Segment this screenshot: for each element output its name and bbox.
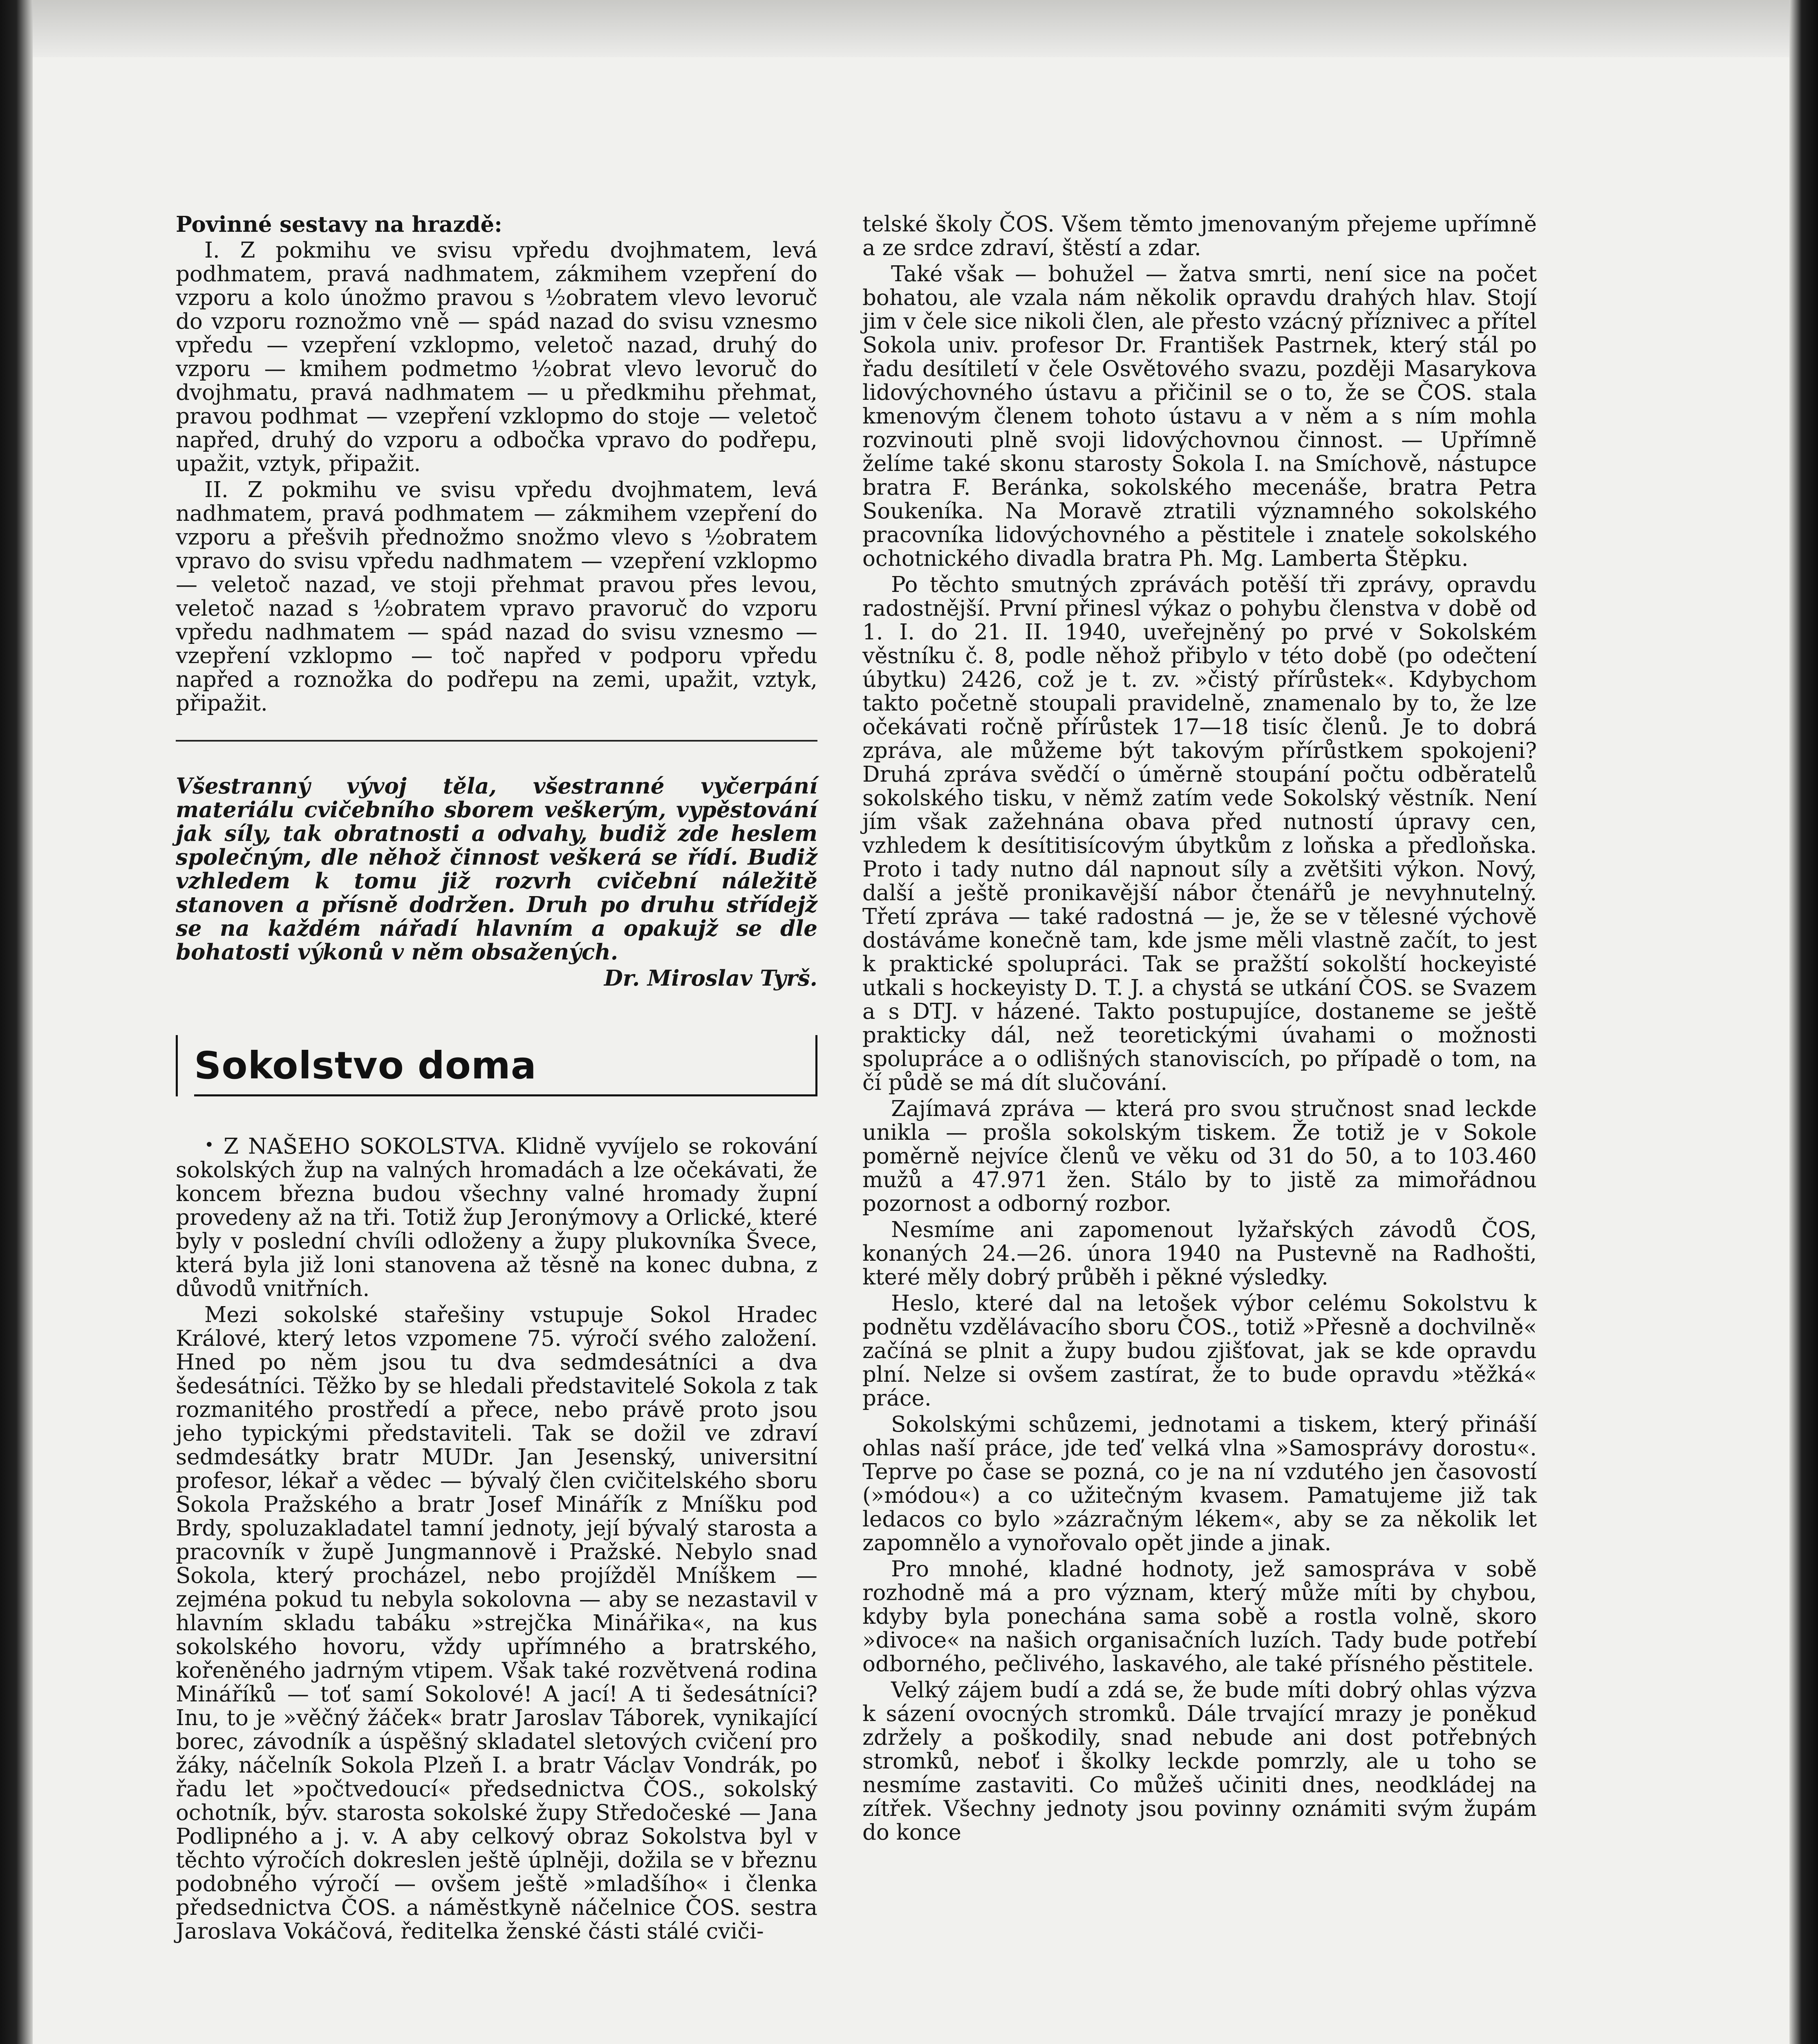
bullet-icon: • [204,1136,214,1154]
right-par-9: Velký zájem budí a zdá se, že bude míti dobrý ohlas výzva k sázení ovocných stromků. Dále trvající mrazy je poněkud zdržely a poškodily, snad nebude ani dost potřebných stromků, neboť i školky leckde pomrzly, ale u toho se nesmíme zastaviti. Co můžeš učiniti dnes, neodkládej na zítřek. Všechny jednoty jsou povinny oznámiti svým župám do konce [862,1678,1537,1845]
right-par-4: Zajímavá zpráva — která pro svou stručnost snad leckde unikla — prošla sokolským tiskem. Že totiž je v Sokole poměrně nejvíce členů ve věku od 31 do 50, a to 103.460 mužů a 47.971 žen. Stálo by to jistě za mimořádnou pozornost a odborný rozbor. [862,1096,1537,1216]
tyrs-quote: Všestranný vývoj těla, všestranné vyčerpání materiálu cvičebního sborem veškerým, vypěstování jak síly, tak obratnosti a odvahy, budiž zde heslem společným, dle něhož činnost veškerá se řídí. Budiž vzhledem k tomu již rozvrh cvičební náležitě stanoven a přísně dodržen. Druh po druhu střídejž se na každém nářadí hlavním a opakujž se dle bohatosti výkonů v něm obsažených. [176,773,817,965]
right-column [862,213,1537,1847]
article-par-1: Z NAŠEHO SOKOLSTVA. Klidně vyvíjelo se rokování sokolských žup na valných hromadách a lze očekávati, že koncem března budou všechny valné hromady župní provedeny až na tři. Totiž žup Jeronýmovy a Orlické, které byly v poslední chvíli odloženy a župy plukovníka Švece, která byla již loni stanovena až těsně na konec dubna, z důvodů vnitřních. [176,1134,817,1301]
right-par-1: telské školy ČOS. Všem těmto jmenovaným přejeme upřímně a ze srdce zdraví, štěstí a zdar. [862,212,1537,260]
section-title: Sokolstvo doma [194,1044,537,1087]
section-header-box [176,1035,817,1096]
left-column [176,213,817,1946]
right-par-6: Heslo, které dal na letošek výbor celému Sokolstvu k podnětu vzdělávacího sboru ČOS., totiž »Přesně a dochvilně« začíná se plnit a župy budou zjišťovat, jak se kde opravdu plní. Nelze si ovšem zastírat, že to bude opravdu »těžká« práce. [862,1291,1537,1411]
right-par-7: Sokolskými schůzemi, jednotami a tiskem, který přináší ohlas naší práce, jde teď velká vlna »Samosprávy dorostu«. Teprve po čase se pozná, co je na ní vzdutého jen časovostí (»módou«) a co užitečným kvasem. Pamatujeme již tak ledacos co bylo »zázračným lékem«, aby se za několik let zapomnělo a vynořovalo opět jinde a jinak. [862,1412,1537,1555]
sestava-1: I. Z pokmihu ve svisu vpředu dvojhmatem, levá podhmatem, pravá nadhmatem, zákmihem vzepření do vzporu a kolo únožmo pravou s ½obratem vlevo levoruč do vzporu roznožmo vně — spád nazad do svisu vznesmo vpředu — vzepření vzklopmo, veletoč nazad, druhý do vzporu — kmihem podmetmo ½obrat vlevo levoruč do dvojhmatu, pravá nadhmatem — u předkmihu přehmat, pravou podhmat — vzepření vzklopmo do stoje — veletoč napřed, druhý do vzporu a odbočka vpravo do podřepu, upažit, vztyk, připažit. [176,238,817,476]
quote-author: Dr. Miroslav Tyrš. [604,966,817,991]
sestavy-title: Povinné sestavy na hrazdě: [176,212,502,237]
right-par-2: Také však — bohužel — žatva smrti, není sice na počet bohatou, ale vzala nám několik opravdu drahých hlav. Stojí jim v čele sice nikoli člen, ale přesto vzácný příznivec a přítel Sokola univ. profesor Dr. František Pastrnek, který stál po řadu desítiletí v čele Osvětového svazu, později Masarykova lidovýchovného ústavu a přičinil se o to, že se ČOS. stala kmenovým členem tohoto ústavu a v něm a s ním mohla rozvinouti plně svoji lidovýchovnou činnost. — Upřímně želíme také skonu starosty Sokola I. na Smíchově, nástupce bratra F. Beránka, sokolského mecenáše, bratra Petra Soukeníka. Na Moravě ztratili významného sokolského pracovníka lidovýchovného a pěstitele i znatele sokolského ochotnického divadla bratra Ph. Mg. Lamberta Štěpku. [862,262,1537,571]
sestava-2: II. Z pokmihu ve svisu vpředu dvojhmatem, levá nadhmatem, pravá podhmatem — zákmihem vzepření do vzporu a přešvih přednožmo snožmo vlevo s ½obratem vpravo do svisu vpředu nadhmatem — vzepření vzklopmo — veletoč nazad, ve stoji přehmat pravou přes levou, veletoč nazad s ½obratem vpravo pravoruč do vzporu vpředu nadhmatem — spád nazad do svisu vznesmo — vzepření vzklopmo — toč napřed v podporu vpředu napřed a roznožka do podřepu na zemi, upažit, vztyk, připažit. [176,477,817,716]
scan-left-edge [0,0,33,2044]
divider-rule [176,740,817,742]
right-par-3: Po těchto smutných zprávách potěší tři zprávy, opravdu radostnější. První přinesl výkaz o pohybu členstva v době od 1. I. do 21. II. 1940, uveřejněný po prvé v Sokolském věstníku č. 8, podle něhož přibylo v této době (po odečtení úbytku) 2426, což je t. zv. »čistý přírůstek«. Kdybychom takto početně stoupali pravidelně, znamenalo by to, že lze očekávati ročně přírůstek 17—18 tisíc členů. Je to dobrá zpráva, ale můžeme být takovým přírůstkem spokojeni? Druhá zpráva svědčí o úměrně stoupání počtu odběratelů sokolského tisku, v němž zatím vede Sokolský věstník. Není jím však zažehnána obava před nutností úpravy cen, vzhledem k desítitisícovým úbytkům z loňska a předloňska. Proto i tady nutno dál napnout síly a zvětšiti výkon. Nový, další a ještě pronikavější nábor čtenářů je nevyhnutelný. Třetí zpráva — také radostná — je, že se v tělesné výchově dostáváme konečně tam, kde jsme měli vlastně začít, to jest k praktické spolupráci. Tak se pražští sokolští hockeyisté utkali s hockeyisty D. T. J. a chystá se utkání ČOS. se Svazem a s DTJ. v házené. Takto postupujíce, dostaneme se ještě prakticky dál, než teoretickými úvahami o možnosti spolupráce a o odlišných stanoviscích, po případě o tom, na čí půdě se má dít slučování. [862,572,1537,1095]
section-underbar [194,1094,815,1096]
scan-right-edge [1789,0,1818,2044]
article-par-2: Mezi sokolské stařešiny vstupuje Sokol Hradec Králové, který letos vzpomene 75. výročí svého založení. Hned po něm jsou tu dva sedmdesátníci a dva šedesátníci. Těžko by se hledali představitelé Sokola z tak rozmanitého prostředí a přece, nebo právě proto jsou jeho typickými představiteli. Tak se dožil ve zdraví sedmdesátky bratr MUDr. Jan Jesenský, universitní profesor, lékař a vědec — bývalý člen cvičitelského sboru Sokola Pražského a bratr Josef Minářík z Mníšku pod Brdy, spoluzakladatel tamní jednoty, její bývalý starosta a pracovník v župě Jungmannově i Pražské. Nebylo snad Sokola, který procházel, nebo projížděl Mníškem — zejména pokud tu nebyla sokolovna — aby se nezastavil v hlavním skladu tabáku »strejčka Minářika«, na kus sokolského hovoru, vždy upřímného a bratrského, kořeněného jadrným vtipem. Však také rozvětvená rodina Mináříků — toť samí Sokolové! A jací! A ti šedesátníci? Inu, to je »věčný žáček« bratr Jaroslav Táborek, vynikající borec, závodník a úspěšný skladatel sletových cvičení pro žáky, náčelník Sokola Plzeň I. a bratr Václav Vondrák, po řadu let »počtvedoucí« předsednictva ČOS., sokolský ochotník, býv. starosta sokolské župy Středočeské — Jana Podlipného a j. v. A aby celkový obraz Sokolstva byl v těchto výročích dokreslen ještě úplněji, dožila se v březnu podobného výročí — ovšem ještě »mladšího« i členka předsednictva ČOS. a náměstkyně náčelnice ČOS. sestra Jaroslava Vokáčová, ředitelka ženské části stálé cviči- [176,1302,817,1944]
scan-top-shadow [0,0,1818,57]
right-par-5: Nesmíme ani zapomenout lyžařských závodů ČOS, konaných 24.—26. února 1940 na Pustevně na Radhošti, které měly dobrý průběh i pěkné výsledky. [862,1217,1537,1290]
right-par-8: Pro mnohé, kladné hodnoty, jež samospráva v sobě rozhodně má a pro význam, který může míti by chybou, kdyby byla ponechána sama sobě a rostla volně, skoro »divoce« na našich organisačních luzích. Tady bude potřebí odborného, pečlivého, laskavého, ale také přísného pěstitele. [862,1557,1537,1676]
